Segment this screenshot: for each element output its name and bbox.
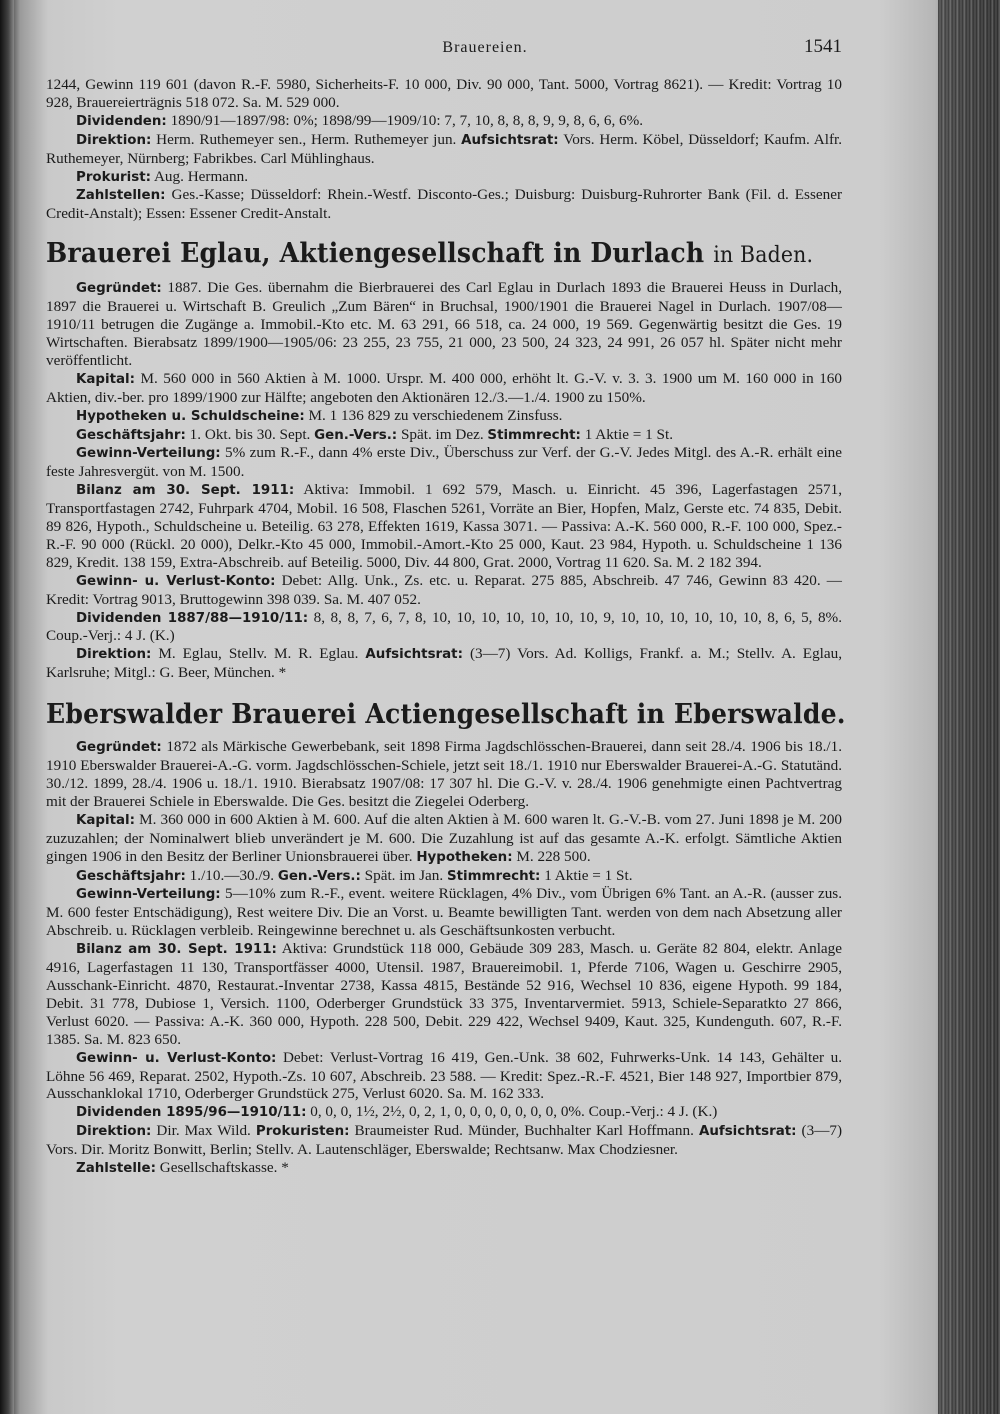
- previous-entry-continuation: [46, 76, 842, 223]
- prev-zahlstellen-para: Zahlstellen: Ges.-Kasse; Düsseldorf: Rhein.-Westf. Disconto-Ges.; Duisburg: Duisburg-Ruhrorter Bank (Fil. d. Essener Credit-Anstalt); Essen: Essener Credit-Anstalt.: [46, 186, 843, 223]
- ebw-zahlstelle: Zahlstelle: Gesellschaftskasse. *: [76, 1159, 289, 1177]
- entry-eberswalder-brauerei: [46, 698, 846, 1178]
- prev-dividenden-para: Dividenden: 1890/91—1897/98: 0%; 1898/99—1909/10: 7, 7, 10, 8, 8, 8, 9, 9, 8, 6, 6, 6%.: [76, 111, 644, 129]
- eglau-dividenden: Dividenden 1887/88—1910/11: 8, 8, 8, 7, 6, 7, 8, 10, 10, 10, 10, 10, 10, 10, 9, 10, 10, 10, 10, 10, 10, 8, 6, 5, 8%. Coup.-Verj.: 4 J. (K.): [46, 608, 843, 645]
- running-head: Brauereien.: [442, 39, 528, 56]
- eglau-kapital: Kapital: M. 560 000 in 560 Aktien à M. 1000. Urspr. M. 400 000, erhöht lt. G.-V. v. 3. 3. 1900 um M. 160 000 in 160 Aktien, div.-ber. pro 1899/1900 zur Hälfte; angeboten den Aktionären 12./3.—1./4. 1900 zu 150%.: [46, 369, 842, 406]
- eglau-gewinn-verlust: Gewinn- u. Verlust-Konto: Debet: Allg. Unk., Zs. etc. u. Reparat. 275 885, Abschreib. 47 746, Gewinn 83 420. — Kredit: Vortrag 9013, Bruttogewinn 398 039. Sa. M. 407 052.: [46, 571, 842, 608]
- ebw-bilanz: Bilanz am 30. Sept. 1911: Aktiva: Grundstück 118 000, Gebäude 309 283, Masch. u. Geräte 82 804, elektr. Anlage 4916, Lagerfastagen 11 130, Transportfässer 4000, Utensil. 1987, Brauereimobil. 1, Pferde 7106, Wagen u. Geschirre 2905, Ausschank-Einricht. 4870, Restaurat.-Inventar 2738, Kassa 4815, Bestände 52 916, Wechsel 10 836, eigene Hypoth. 99 184, Debit. 31 778, Dubiose 1, Versich. 1100, Oderberger Grundstück 33 375, Inventarvermiet. 5913, Schiele-Separatkto 27 866, Verlust 6020. — Passiva: A.-K. 360 000, Hypoth. 228 500, Debit. 229 422, Wechsel 9409, Kaut. 325, Kundenguth. 607, R.-F. 1385. Sa. M. 823 650.: [46, 940, 843, 1048]
- page-header: [46, 38, 842, 76]
- entry-title-eberswalde: Eberswalder Brauerei Actiengesellschaft in Eberswalde.: [46, 699, 846, 731]
- page-number: 1541: [804, 36, 842, 57]
- ebw-gewinn-verteilung: Gewinn-Verteilung: 5—10% zum R.-F., event. weitere Rücklagen, 4% Div., vom Übrigen 6% Tant. an A.-R. (ausser zus. M. 600 fester Entschädigung), Rest weitere Div. Die an Vorst. u. Beamte bewilligten Tant. werden von dem nach Absetzung aller Abschreib. u. Rücklagen verbleib. Reingewinne berechnet u. als Geschäftsunkosten verbucht.: [46, 885, 842, 940]
- left-page-edge: [0, 0, 14, 1414]
- ebw-direktion: Direktion: Dir. Max Wild. Prokuristen: Braumeister Rud. Münder, Buchhalter Karl Hoffmann. Aufsichtsrat: (3—7) Vors. Dir. Moritz Bonwitt, Berlin; Stellv. A. Lautenschläger, Eberswalde; Rechtsanw. Max Chodziesner.: [46, 1122, 843, 1159]
- prev-gewinn-para: 1244, Gewinn 119 601 (davon R.-F. 5980, Sicherheits-F. 10 000, Div. 90 000, Tant. 5000, Vortrag 8621). — Kredit: Vortrag 10 928, Brauereierträgnis 518 072. Sa. M. 529 000.: [46, 76, 842, 111]
- ebw-gewinn-verlust: Gewinn- u. Verlust-Konto: Debet: Verlust-Vortrag 16 419, Gen.-Unk. 38 602, Fuhrwerks-Unk. 14 143, Gehälter u. Löhne 56 469, Reparat. 2502, Hypoth.-Zs. 10 607, Abschreib. 23 588. — Kredit: Spez.-R.-F. 4521, Bier 148 927, Importbier 879, Ausschanklokal 1710, Oderberger Grundstück 275, Verlust 6020. Sa. M. 162 333.: [46, 1048, 842, 1103]
- ebw-kapital: Kapital: M. 360 000 in 600 Aktien à M. 600. Auf die alten Aktien à M. 600 waren lt. G.-V.-B. vom 27. Juni 1898 je M. 200 zuzuzahlen; der Nominalwert blieb unverändert je M. 600. Die Zuzahlung ist auf das gesamte A.-K. erfolgt. Sämtliche Aktien gingen 1906 in den Besitz der Berliner Unionsbrauerei über. Hypotheken: M. 228 500.: [46, 810, 843, 865]
- page-content: [46, 36, 846, 1178]
- eglau-geschaeftsjahr: Geschäftsjahr: 1. Okt. bis 30. Sept. Gen.-Vers.: Spät. im Dez. Stimmrecht: 1 Aktie = 1 St.: [76, 425, 673, 443]
- ebw-gegruendet: Gegründet: 1872 als Märkische Gewerbebank, seit 1898 Firma Jagdschlösschen-Brauerei, dann seit 28./4. 1906 bis 18./1. 1910 Eberswalder Brauerei-A.-G. vorm. Jagdschlösschen-Schiele, jetzt seit 18./1. 1910 nur Eberswalder Brauerei-A.-G. Statutänd. 30./12. 1899, 28./4. 1906 u. 18./1. 1910. Bierabsatz 1907/08: 17 307 hl. Die G.-V. v. 28./4. 1906 genehmigte einen Pachtvertrag mit der Brauerei Schiele in Eberswalde. Die Ges. besitzt die Ziegelei Oderberg.: [46, 738, 842, 810]
- book-spine-edge: [938, 0, 1000, 1414]
- ebw-geschaeftsjahr: Geschäftsjahr: 1./10.—30./9. Gen.-Vers.: Spät. im Jan. Stimmrecht: 1 Aktie = 1 St.: [76, 866, 633, 884]
- entry-title-eglau: Brauerei Eglau, Aktiengesellschaft in Durlach in Baden.: [46, 238, 814, 270]
- entry-brauerei-eglau: [46, 237, 842, 682]
- prev-prokurist-para: Prokurist: Aug. Hermann.: [76, 167, 249, 185]
- eglau-hypotheken: Hypotheken u. Schuldscheine: M. 1 136 829 zu verschiedenem Zinsfuss.: [76, 406, 563, 424]
- eglau-gewinn-verteilung: Gewinn-Verteilung: 5% zum R.-F., dann 4% erste Div., Überschuss zur Verf. der G.-V. Jedes Mitgl. des A.-R. erhält eine feste Jahresvergüt. von M. 1500.: [46, 444, 842, 481]
- eglau-bilanz: Bilanz am 30. Sept. 1911: Aktiva: Immobil. 1 692 579, Masch. u. Einricht. 45 396, Lagerfastagen 2571, Transportfastagen 2742, Fuhrpark 4704, Mobil. 16 508, Flaschen 5261, Vorräte an Bier, Hopfen, Malz, Gerste etc. 74 835, Debit. 89 826, Hypoth., Schuldscheine u. Beteilig. 63 278, Effekten 1619, Kassa 3071. — Passiva: A.-K. 560 000, R.-F. 100 000, Spez.-R.-F. 90 000 (Rückl. 20 000), Delkr.-Kto 45 000, Immobil.-Amort.-Kto 25 000, Kaut. 23 984, Hypoth. u. Schuldscheine 1 136 829, Kredit. 138 159, Extra-Abschreib. auf Beteilig. 5000, Div. 44 800, Grat. 2000, Vortrag 11 620. Sa. M. 2 182 394.: [46, 481, 842, 571]
- ebw-dividenden: Dividenden 1895/96—1910/11: 0, 0, 0, 1½, 2½, 0, 2, 1, 0, 0, 0, 0, 0, 0, 0, 0%. Coup.-Verj.: 4 J. (K.): [76, 1103, 718, 1121]
- eglau-gegruendet: Gegründet: 1887. Die Ges. übernahm die Bierbrauerei des Carl Eglau in Durlach 1893 die Brauerei Heuss in Durlach, 1897 die Brauerei u. Wirtschaft B. Greulich „Zum Bären“ in Bruchsal, 1900/1901 die Brauerei Nagel in Durlach. 1907/08—1910/11 betrugen die Zugänge a. Immobil.-Kto etc. M. 63 291, 66 518, ca. 24 000, 19 569. Gegenwärtig besitzt die Ges. 19 Wirtschaften. Bierabsatz 1899/1900—1905/06: 23 255, 23 755, 21 000, 23 500, 24 323, 24 991, 26 057 hl. Später nicht mehr veröffentlicht.: [46, 279, 842, 369]
- prev-direktion-para: Direktion: Herm. Ruthemeyer sen., Herm. Ruthemeyer jun. Aufsichtsrat: Vors. Herm. Köbel, Düsseldorf; Kaufm. Alfr. Ruthemeyer, Nürnberg; Fabrikbes. Carl Mühlinghaus.: [46, 130, 843, 167]
- eglau-direktion: Direktion: M. Eglau, Stellv. M. R. Eglau. Aufsichtsrat: (3—7) Vors. Ad. Kolligs, Frankf. a. M.; Stellv. A. Eglau, Karlsruhe; Mitgl.: G. Beer, München. *: [46, 645, 843, 682]
